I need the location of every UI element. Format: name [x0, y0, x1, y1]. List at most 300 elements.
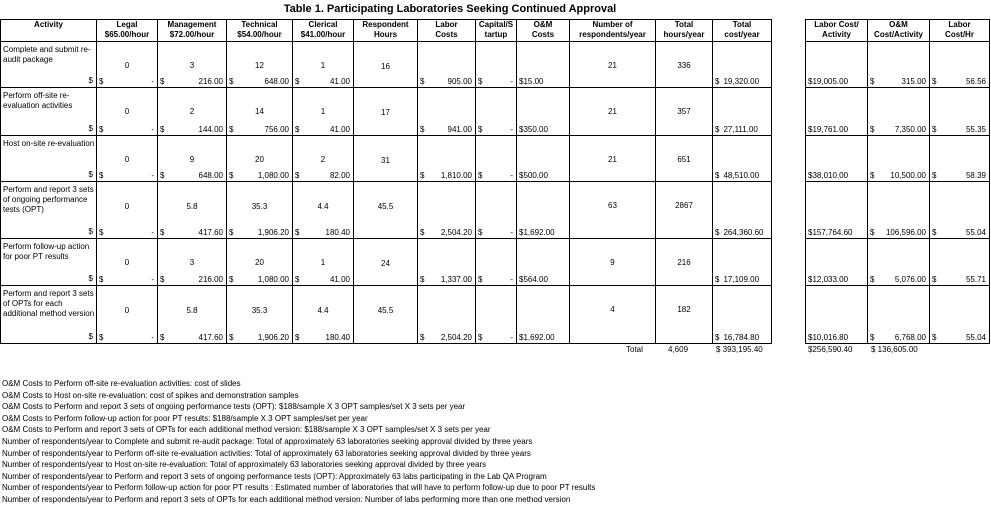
mgmt-hours: 2 — [189, 107, 195, 116]
labor-costs-value: 1,810.00 — [440, 171, 472, 180]
tech-cell — [227, 182, 293, 239]
mgmt-cell — [158, 286, 227, 344]
activity-label: Complete and submit re-audit package — [3, 45, 91, 64]
legal-hours: 0 — [124, 258, 130, 267]
labor-costs — [420, 171, 472, 180]
dollar-sign: $ — [295, 125, 300, 134]
table-row — [806, 286, 990, 344]
dollar-sign: $ — [478, 125, 483, 134]
dollar-sign: $ — [932, 275, 937, 284]
header-total-hours: Total hours/year — [656, 20, 713, 42]
capital-costs — [478, 77, 513, 86]
cler-cell — [293, 88, 354, 136]
labor-costs-cell — [418, 88, 476, 136]
respondents: 21 — [608, 155, 617, 164]
labor-cost-activity — [808, 333, 864, 342]
activity-cell — [1, 182, 97, 239]
total-cost — [715, 125, 768, 134]
tech-cost — [229, 228, 289, 237]
cler-cost-value: 82.00 — [329, 171, 350, 180]
capital-value: - — [510, 125, 513, 134]
mgmt-hours: 9 — [189, 155, 195, 164]
dollar-sign: $ — [715, 333, 720, 342]
respondent-hours-cell — [354, 136, 418, 182]
tech-cost — [229, 125, 289, 134]
tech-hours: 35.3 — [251, 202, 268, 211]
legal-hours: 0 — [124, 155, 130, 164]
dollar-sign: $ — [295, 171, 300, 180]
total-hours: 357 — [677, 107, 691, 116]
respondents: 4 — [610, 305, 615, 314]
mgmt-cost — [160, 333, 223, 342]
labor-cost-activity — [808, 228, 864, 237]
respondents-cell — [570, 239, 656, 286]
dollar-sign: $ — [932, 171, 937, 180]
dollar-sign: $ — [420, 125, 425, 134]
header-om-cost-activity: O&M Cost/Activity — [868, 20, 930, 42]
total-cost — [715, 171, 768, 180]
labor-cost-activity-value: $19,761.00 — [808, 125, 849, 134]
mgmt-cell — [158, 239, 227, 286]
mgmt-cost-value: 216.00 — [198, 275, 223, 284]
mgmt-cost-value: 648.00 — [198, 171, 223, 180]
legal-cost — [99, 77, 154, 86]
labor-cost-hr-cell — [930, 286, 990, 344]
activity-cell — [1, 286, 97, 344]
table-row — [806, 182, 990, 239]
om-costs-value: $1,692.00 — [519, 333, 555, 342]
total-hours-cell — [656, 88, 713, 136]
respondent-hours-cell — [354, 286, 418, 344]
dollar-sign: $ — [478, 77, 483, 86]
total-cost-value: 27,111.00 — [723, 125, 758, 134]
dollar-sign: $ — [295, 228, 300, 237]
totals-hours: 4,609 — [668, 345, 689, 354]
legal-cost-value: - — [151, 228, 154, 237]
dollar-sign: $ — [295, 275, 300, 284]
labor-cost-activity-cell — [806, 42, 868, 88]
totals-cost: $ 393,195.40 — [716, 345, 763, 354]
capital-costs — [478, 228, 513, 237]
respondents-cell — [570, 182, 656, 239]
totals-labor-activity: $256,590.40 — [808, 345, 853, 354]
respondents-cell — [570, 286, 656, 344]
dollar-sign: $ — [229, 171, 234, 180]
total-cost-cell — [713, 42, 772, 88]
per-activity-table — [805, 19, 990, 344]
respondent-hours-cell — [354, 42, 418, 88]
dollar-sign: $ — [715, 125, 720, 134]
capital-costs — [478, 333, 513, 342]
legal-cost-value: - — [151, 125, 154, 134]
respondent-hours: 31 — [381, 156, 390, 165]
om-costs-cell — [517, 136, 570, 182]
tech-cost — [229, 171, 289, 180]
table-row — [1, 286, 772, 344]
table-row — [1, 239, 772, 286]
om-cost-activity — [870, 333, 926, 342]
total-cost-value: 16,784.80 — [723, 333, 760, 342]
cler-cell — [293, 42, 354, 88]
dollar-sign: $ — [160, 77, 165, 86]
respondent-hours: 45.5 — [377, 306, 394, 315]
respondents-cell — [570, 42, 656, 88]
labor-cost-hr-cell — [930, 182, 990, 239]
tech-cell — [227, 42, 293, 88]
cost-table — [0, 19, 772, 344]
labor-cost-hr-value: 55.71 — [965, 275, 986, 284]
legal-cost — [99, 275, 154, 284]
dollar-sign: $ — [88, 76, 93, 85]
capital-cell — [476, 239, 517, 286]
header-legal: Legal $65.00/hour — [97, 20, 158, 42]
mgmt-hours: 5.8 — [186, 306, 198, 315]
dollar-sign: $ — [229, 228, 234, 237]
capital-value: - — [510, 77, 513, 86]
om-cost-activity-value: 10,500.00 — [890, 171, 926, 180]
om-cost-activity-cell — [868, 136, 930, 182]
dollar-sign: $ — [229, 333, 234, 342]
table-row — [1, 182, 772, 239]
dollar-sign: $ — [88, 332, 93, 341]
header-respondent-hours: Respondent Hours — [354, 20, 418, 42]
footnote-line: Number of respondents/year to Complete and submit re-audit package: Total of approximately 63 laboratories seeking approval divided by three years — [2, 436, 533, 446]
total-hours: 651 — [677, 155, 691, 164]
dollar-sign: $ — [932, 77, 937, 86]
labor-cost-activity-value: $12,033.00 — [808, 275, 849, 284]
footnote-line: O&M Costs to Perform off-site re-evaluation activities: cost of slides — [2, 379, 241, 388]
header-labor-costs: Labor Costs — [418, 20, 476, 42]
activity-label: Host on-site re-evaluation — [3, 139, 95, 148]
tech-cell — [227, 239, 293, 286]
labor-cost-activity-cell — [806, 286, 868, 344]
cler-cost — [295, 333, 350, 342]
capital-value: - — [510, 333, 513, 342]
om-costs — [519, 333, 566, 342]
dollar-sign: $ — [420, 275, 425, 284]
header-om-costs: O&M Costs — [517, 20, 570, 42]
total-cost-cell — [713, 239, 772, 286]
labor-cost-hr — [932, 77, 986, 86]
capital-costs — [478, 171, 513, 180]
total-cost — [715, 228, 768, 237]
cler-cost — [295, 275, 350, 284]
legal-cell — [97, 286, 158, 344]
dollar-sign: $ — [420, 77, 425, 86]
legal-hours: 0 — [124, 61, 130, 70]
mgmt-cost-value: 417.60 — [198, 333, 223, 342]
cler-hours: 2 — [320, 155, 326, 164]
cler-cost-value: 41.00 — [329, 77, 350, 86]
labor-cost-activity-cell — [806, 136, 868, 182]
header-management: Management $72.00/hour — [158, 20, 227, 42]
totals-om-activity: $ 136,605.00 — [871, 345, 918, 354]
tech-cost — [229, 333, 289, 342]
tech-cost — [229, 77, 289, 86]
labor-cost-hr-value: 55.04 — [965, 228, 986, 237]
dollar-sign: $ — [478, 275, 483, 284]
labor-costs-value: 905.00 — [447, 77, 472, 86]
legal-cell — [97, 136, 158, 182]
dollar-sign: $ — [88, 124, 93, 133]
cler-cell — [293, 286, 354, 344]
activity-cell — [1, 42, 97, 88]
cler-cost-value: 41.00 — [329, 275, 350, 284]
total-cost-value: 19,320.00 — [723, 77, 760, 86]
labor-costs — [420, 228, 472, 237]
om-costs-value: $500.00 — [519, 171, 548, 180]
tech-cost-value: 756.00 — [264, 125, 289, 134]
cler-cost — [295, 171, 350, 180]
activity-label: Perform off-site re-evaluation activities — [3, 91, 73, 110]
respondents: 9 — [610, 258, 615, 267]
labor-cost-hr — [932, 228, 986, 237]
dollar-sign: $ — [99, 171, 104, 180]
legal-cost-value: - — [151, 77, 154, 86]
om-cost-activity-value: 6,768.00 — [894, 333, 926, 342]
mgmt-cell — [158, 88, 227, 136]
om-cost-activity-cell — [868, 182, 930, 239]
dollar-sign: $ — [295, 333, 300, 342]
tech-cost — [229, 275, 289, 284]
om-cost-activity-value: 5,076.00 — [894, 275, 926, 284]
dollar-sign: $ — [420, 333, 425, 342]
legal-hours: 0 — [124, 306, 130, 315]
header-labor-cost-hr: Labor Cost/Hr — [930, 20, 990, 42]
mgmt-hours: 5.8 — [186, 202, 198, 211]
labor-cost-hr — [932, 275, 986, 284]
dollar-sign: $ — [478, 228, 483, 237]
header-labor-cost-activity: Labor Cost/ Activity — [806, 20, 868, 42]
cler-hours: 1 — [320, 107, 326, 116]
om-cost-activity-cell — [868, 88, 930, 136]
footnote-line: O&M Costs to Perform follow-up action for poor PT results: $188/sample X 3 OPT samples/set per year — [2, 413, 368, 423]
header-activity: Activity — [1, 20, 97, 42]
mgmt-cost-value: 417.60 — [198, 228, 223, 237]
tech-cost-value: 1,080.00 — [257, 171, 289, 180]
capital-cell — [476, 286, 517, 344]
tech-cost-value: 648.00 — [264, 77, 289, 86]
total-hours-cell — [656, 42, 713, 88]
dollar-sign: $ — [870, 275, 875, 284]
legal-cost — [99, 228, 154, 237]
capital-cell — [476, 136, 517, 182]
om-costs-value: $350.00 — [519, 125, 548, 134]
tech-hours: 35.3 — [251, 306, 268, 315]
capital-value: - — [510, 171, 513, 180]
dollar-sign: $ — [99, 125, 104, 134]
footnote-line: O&M Costs to Host on-site re-evaluation: cost of spikes and demonstration samples — [2, 390, 299, 400]
om-costs-value: $1,692.00 — [519, 228, 555, 237]
total-cost-cell — [713, 136, 772, 182]
dollar-sign: $ — [478, 333, 483, 342]
om-cost-activity — [870, 228, 926, 237]
capital-costs — [478, 275, 513, 284]
mgmt-cost — [160, 125, 223, 134]
om-costs-cell — [517, 239, 570, 286]
dollar-sign: $ — [932, 333, 937, 342]
labor-cost-activity-value: $10,016.80 — [808, 333, 849, 342]
om-cost-activity-value: 7,350.00 — [894, 125, 926, 134]
om-cost-activity — [870, 275, 926, 284]
om-cost-activity-value: 106,596.00 — [885, 228, 926, 237]
totals-label: Total — [626, 345, 643, 354]
dollar-sign: $ — [715, 275, 720, 284]
om-cost-activity-cell — [868, 286, 930, 344]
legal-hours: 0 — [124, 202, 130, 211]
dollar-sign: $ — [160, 171, 165, 180]
total-hours-cell — [656, 182, 713, 239]
total-hours: 2867 — [675, 201, 693, 210]
labor-costs-value: 941.00 — [447, 125, 472, 134]
header-technical: Technical $54.00/hour — [227, 20, 293, 42]
dollar-sign: $ — [478, 171, 483, 180]
respondent-hours: 45.5 — [377, 202, 394, 211]
cler-hours: 1 — [320, 258, 326, 267]
total-cost-value: 48,510.00 — [723, 171, 760, 180]
respondents-cell — [570, 88, 656, 136]
dollar-sign: $ — [932, 228, 937, 237]
labor-cost-hr-value: 55.04 — [965, 333, 986, 342]
labor-cost-activity — [808, 171, 864, 180]
dollar-sign: $ — [229, 77, 234, 86]
total-hours-cell — [656, 286, 713, 344]
total-cost — [715, 333, 768, 342]
om-costs-cell — [517, 88, 570, 136]
header-total-cost: Total cost/year — [713, 20, 772, 42]
header-clerical: Clerical $41.00/hour — [293, 20, 354, 42]
labor-cost-activity-value: $157,764.60 — [808, 228, 853, 237]
respondent-hours-cell — [354, 88, 418, 136]
om-costs-cell — [517, 42, 570, 88]
dollar-sign: $ — [88, 274, 93, 283]
legal-cost-value: - — [151, 275, 154, 284]
footnote-line: O&M Costs to Perform and report 3 sets of OPTs for each additional method version: $188/sample X 3 OPT samples/set X 3 sets per year — [2, 425, 491, 435]
legal-cost — [99, 125, 154, 134]
table-row — [806, 42, 990, 88]
table-row — [1, 42, 772, 88]
om-costs — [519, 275, 566, 284]
dollar-sign: $ — [715, 171, 720, 180]
mgmt-cell — [158, 182, 227, 239]
activity-cell — [1, 88, 97, 136]
legal-cell — [97, 88, 158, 136]
table-row — [806, 239, 990, 286]
capital-value: - — [510, 275, 513, 284]
capital-cell — [476, 88, 517, 136]
dollar-sign: $ — [870, 171, 875, 180]
dollar-sign: $ — [88, 170, 93, 179]
respondent-hours: 24 — [381, 259, 390, 268]
tech-hours: 12 — [255, 61, 264, 70]
mgmt-cost-value: 144.00 — [198, 125, 223, 134]
tech-hours: 20 — [255, 155, 264, 164]
respondents: 21 — [608, 61, 617, 70]
cler-hours: 4.4 — [317, 202, 329, 211]
respondents: 63 — [608, 201, 617, 210]
labor-cost-hr-value: 58.39 — [965, 171, 986, 180]
dollar-sign: $ — [870, 125, 875, 134]
footnote-line: Number of respondents/year to Host on-site re-evaluation: Total of approximately 63 laboratories seeking approval divided by three years — [2, 460, 487, 470]
tech-cost-value: 1,080.00 — [257, 275, 289, 284]
mgmt-hours: 3 — [189, 258, 195, 267]
dollar-sign: $ — [715, 77, 720, 86]
labor-costs-cell — [418, 286, 476, 344]
labor-cost-hr — [932, 333, 986, 342]
tech-cost-value: 1,906.20 — [257, 333, 289, 342]
footnote-line: O&M Costs to Perform and report 3 sets of ongoing performance tests (OPT): $188/sample X 3 OPT samples/set X 3 sets per year — [2, 402, 466, 412]
total-cost-cell — [713, 88, 772, 136]
total-cost-value: 17,109.00 — [723, 275, 760, 284]
header-capital: Capital/S tartup — [476, 20, 517, 42]
cler-cost — [295, 125, 350, 134]
footnotes — [2, 378, 595, 506]
dollar-sign: $ — [229, 125, 234, 134]
om-costs — [519, 77, 566, 86]
labor-costs — [420, 77, 472, 86]
activity-label: Perform and report 3 sets of ongoing performance tests (OPT) — [3, 185, 94, 214]
tech-cell — [227, 136, 293, 182]
respondent-hours-cell — [354, 239, 418, 286]
dollar-sign: $ — [932, 125, 937, 134]
dollar-sign: $ — [160, 333, 165, 342]
dollar-sign: $ — [295, 77, 300, 86]
dollar-sign: $ — [160, 228, 165, 237]
labor-cost-hr-cell — [930, 88, 990, 136]
legal-cell — [97, 239, 158, 286]
cler-hours: 1 — [320, 61, 326, 70]
labor-cost-activity-value: $38,010.00 — [808, 171, 849, 180]
mgmt-cost — [160, 77, 223, 86]
mgmt-cost — [160, 228, 223, 237]
total-cost-value: 264,360.60 — [723, 228, 764, 237]
dollar-sign: $ — [99, 275, 104, 284]
dollar-sign: $ — [160, 275, 165, 284]
cler-cost-value: 180.40 — [325, 228, 350, 237]
labor-cost-hr — [932, 125, 986, 134]
labor-costs-value: 1,337.00 — [440, 275, 472, 284]
total-cost — [715, 77, 768, 86]
dollar-sign: $ — [99, 333, 104, 342]
cler-cost — [295, 77, 350, 86]
dollar-sign: $ — [420, 228, 425, 237]
dollar-sign: $ — [88, 227, 93, 236]
cler-cell — [293, 182, 354, 239]
footnote-line: Number of respondents/year to Perform off-site re-evaluation activities: Total of approximately 63 laboratories seeking approval divided by three years — [2, 448, 531, 458]
legal-hours: 0 — [124, 107, 130, 116]
cler-cell — [293, 239, 354, 286]
mgmt-cell — [158, 136, 227, 182]
om-cost-activity — [870, 77, 926, 86]
total-cost-cell — [713, 182, 772, 239]
dollar-sign: $ — [229, 275, 234, 284]
legal-cell — [97, 42, 158, 88]
legal-cell — [97, 182, 158, 239]
labor-costs-value: 2,504.20 — [440, 333, 472, 342]
legal-cost-value: - — [151, 333, 154, 342]
cler-cost — [295, 228, 350, 237]
labor-cost-activity — [808, 125, 864, 134]
total-cost — [715, 275, 768, 284]
om-costs-value: $15.00 — [519, 77, 544, 86]
legal-cost-value: - — [151, 171, 154, 180]
table-title: Table 1. Participating Laboratories Seeking Continued Approval — [283, 3, 617, 15]
activity-label: Perform and report 3 sets of OPTs for each additional method version — [3, 289, 95, 318]
mgmt-cost-value: 216.00 — [198, 77, 223, 86]
legal-cost — [99, 171, 154, 180]
labor-cost-activity — [808, 275, 864, 284]
legal-cost — [99, 333, 154, 342]
